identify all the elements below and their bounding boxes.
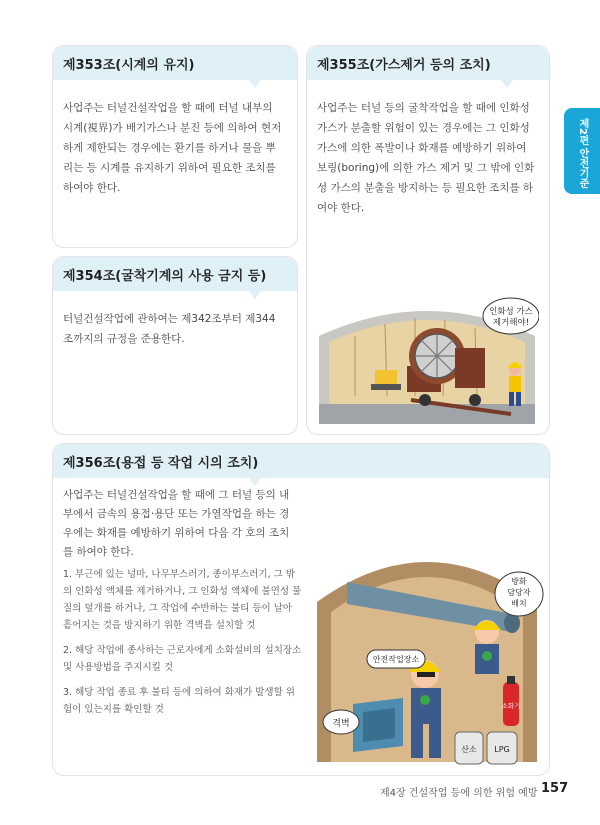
wall-label-text: 격벽 [332, 719, 350, 729]
header-pointer [249, 80, 261, 88]
lpg-label: LPG [494, 745, 510, 754]
header-pointer [249, 291, 261, 299]
gas-removal-illustration [315, 296, 539, 426]
article-356-body: 사업주는 터널건설작업을 할 때에 그 터널 등의 내부에서 금속의 용접·용단 또는 가열작업을 하는 경우에는 화재를 예방하기 위하여 다음 각 호의 조치를 하여야 한다. [63, 489, 290, 558]
speech-bubble [483, 298, 539, 334]
side-tab-label: 제2편 안전기준 [577, 118, 588, 189]
bubble-line-2: 제거해야! [492, 318, 530, 328]
excavator-icon [371, 370, 401, 390]
article-355-card [306, 45, 550, 435]
welding-illustration [307, 532, 547, 772]
article-356-header [53, 444, 549, 478]
bubble-fire-line-1: 방화 [511, 577, 527, 586]
bubble-line-1: 인화성 가스 [489, 307, 533, 317]
list-item: 1. 부근에 있는 넝마, 나무부스러기, 종이부스러기, 그 밖의 인화성 액체를 제거하거나, 그 인화성 액체에 불연성 물질의 덮개를 하거나, 그 작업에 수반하는 불티 등이 날아 흩어지는 것을 방지하기 위한 격벽을 설치할 것 [63, 569, 302, 631]
article-355-body: 사업주는 터널 등의 굴착작업을 할 때에 인화성 가스가 분출할 위험이 있는 경우에는 그 인화성 가스에 의한 폭발이나 화재를 예방하기 위하여 보링(boring)에 의한 가스 제거 및 그 밖에 인화성 가스의 분출을 방지하는 등 필요한 조치를 하여야 한다. [317, 102, 535, 214]
partition-wall-icon [353, 698, 403, 752]
article-353-card [52, 45, 298, 248]
bubble-safety-label: 안전작업장소 [372, 655, 420, 664]
footer-chapter: 제4장 건설작업 등에 의한 위험 예방 [380, 788, 538, 799]
header-pointer [501, 80, 513, 88]
page-number: 157 [541, 781, 569, 796]
article-354-body: 터널건설작업에 관하여는 제342조부터 제344조까지의 규정을 준용한다. [63, 313, 276, 345]
article-356-card [52, 443, 550, 776]
article-356-items [63, 566, 303, 726]
extinguisher-label: 소화기 [501, 702, 521, 710]
header-pointer [249, 478, 261, 486]
section-side-tab [564, 108, 600, 194]
article-354-card [52, 256, 298, 435]
safety-bubble [367, 650, 425, 668]
article-356-title: 제356조(용접 등 작업 시의 조치) [63, 456, 259, 471]
fire-watch-worker-icon [473, 620, 501, 674]
article-354-header [53, 257, 297, 291]
article-353-title: 제353조(시계의 유지) [63, 58, 195, 73]
list-item: 3. 해당 작업 종료 후 불티 등에 의하여 화재가 발생할 위험이 있는지를 확인할 것 [63, 687, 295, 715]
oxygen-label: 산소 [461, 745, 477, 754]
article-354-title: 제354조(굴착기계의 사용 금지 등) [63, 269, 267, 284]
list-item: 2. 해당 작업에 종사하는 근로자에게 소화설비의 설치장소 및 사용방법을 주지시킬 것 [63, 645, 302, 673]
wall-label [323, 710, 359, 734]
article-353-header [53, 46, 297, 80]
bubble-fire-line-3: 배치 [511, 599, 527, 608]
fire-watch-bubble [495, 572, 543, 616]
bubble-fire-line-2: 담당자 [507, 588, 531, 597]
article-355-header [307, 46, 549, 80]
article-355-title: 제355조(가스제거 등의 조치) [317, 58, 491, 73]
article-353-body: 사업주는 터널건설작업을 할 때에 터널 내부의 시계(視界)가 배기가스나 분진 등에 의하여 현저하게 제한되는 경우에는 환기를 하거나 물을 뿌리는 등 시계를 유지하기 위하여 필요한 조치를 하여야 한다. [63, 102, 282, 194]
